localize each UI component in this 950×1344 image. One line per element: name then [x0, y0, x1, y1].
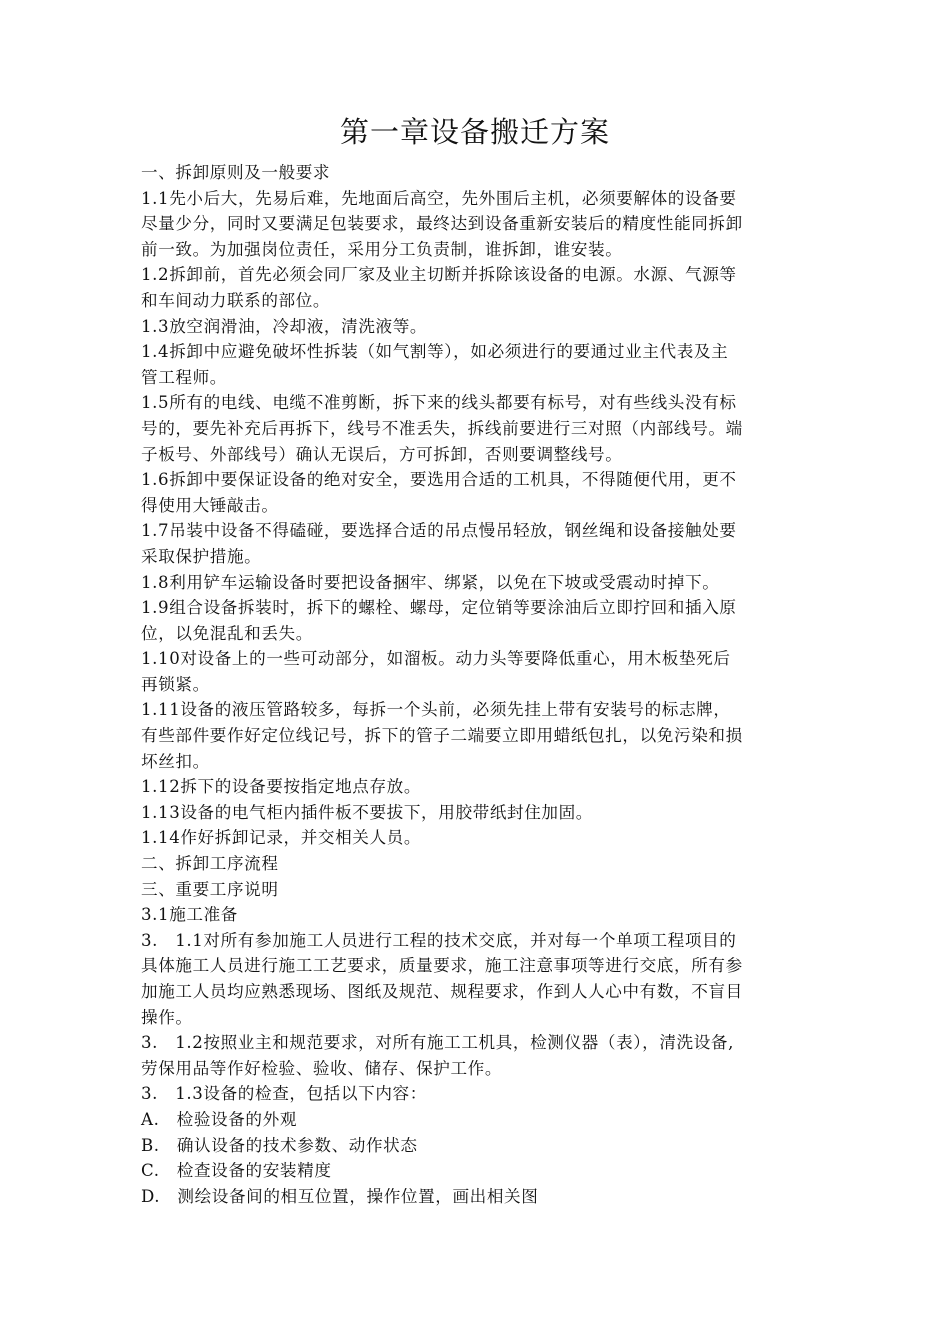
- text-line: 尽量少分，同时又要满足包装要求，最终达到设备重新安装后的精度性能同拆卸: [141, 214, 743, 234]
- text-line: 3. 1.1对所有参加施工人员进行工程的技术交底，并对每一个单项工程项目的: [141, 930, 737, 950]
- text-line: 加施工人员均应熟悉现场、图纸及规范、规程要求，作到人人心中有数，不盲目: [141, 982, 743, 1001]
- text-line: 三、重要工序说明: [141, 879, 279, 899]
- text-line: 1.7吊装中设备不得磕碰，要选择合适的吊点慢吊轻放，钢丝绳和设备接触处要: [141, 521, 737, 541]
- text-line: 1.13设备的电气柜内插件板不要拔下，用胶带纸封住加固。: [141, 802, 593, 822]
- text-line: 1.1先小后大，先易后难，先地面后高空，先外围后主机，必须要解体的设备要: [141, 188, 737, 208]
- text-line: 再锁紧。: [141, 674, 210, 694]
- text-line: 有些部件要作好定位线记号，拆下的管子二端要立即用蜡纸包扎，以免污染和损: [141, 726, 743, 746]
- text-line: 1.12拆下的设备要按指定地点存放。: [141, 777, 422, 797]
- text-line: B. 确认设备的技术参数、动作状态: [141, 1135, 418, 1155]
- text-line: 坏丝扣。: [141, 751, 210, 771]
- text-line: 1.5所有的电线、电缆不准剪断，拆下来的线头都要有标号，对有些线头没有标: [141, 393, 737, 413]
- text-line: 1.2拆卸前，首先必须会同厂家及业主切断并拆除该设备的电源。水源、气源等: [141, 265, 737, 285]
- text-line: 1.4拆卸中应避免破坏性拆装（如气割等），如必须进行的要通过业主代表及主: [141, 342, 729, 362]
- page-title: 第一章设备搬迁方案: [339, 115, 610, 149]
- text-line: 具体施工人员进行施工工艺要求，质量要求，施工注意事项等进行交底，所有参: [141, 956, 743, 976]
- text-line: 1.11设备的液压管路较多，每拆一个头前，必须先挂上带有安装号的标志牌，: [141, 700, 731, 720]
- text-line: C. 检查设备的安装精度: [141, 1161, 332, 1181]
- text-line: 3. 1.3设备的检查，包括以下内容：: [141, 1084, 427, 1104]
- text-line: 位，以免混乱和丢失。: [141, 623, 313, 643]
- text-line: 和车间动力联系的部位。: [141, 290, 331, 310]
- text-line: 1.6拆卸中要保证设备的绝对安全，要选用合适的工机具，不得随便代用，更不: [141, 470, 737, 490]
- text-line: 1.9组合设备拆装时，拆下的螺栓、螺母，定位销等要涂油后立即拧回和插入原: [141, 598, 737, 618]
- document-body: [141, 160, 811, 1209]
- text-line: 号的，要先补充后再拆下，线号不准丢失，拆线前要进行三对照（内部线号。端: [141, 418, 743, 438]
- text-line: 1.3放空润滑油，冷却液，清洗液等。: [141, 316, 428, 336]
- text-line: 采取保护措施。: [141, 546, 262, 566]
- text-line: 劳保用品等作好检验、验收、储存、保护工作。: [141, 1058, 503, 1078]
- text-line: 1.14作好拆卸记录，并交相关人员。: [141, 828, 422, 848]
- text-line: 得使用大锤敲击。: [141, 495, 279, 515]
- text-line: 一、拆卸原则及一般要求: [141, 163, 331, 182]
- text-line: A. 检验设备的外观: [141, 1109, 298, 1129]
- text-line: 3.1施工准备: [141, 905, 238, 925]
- text-line: 3. 1.2按照业主和规范要求，对所有施工工机具，检测仪器（表），清洗设备,: [141, 1033, 734, 1053]
- text-line: 操作。: [141, 1007, 193, 1027]
- text-line: D. 测绘设备间的相互位置，操作位置，画出相关图: [141, 1186, 539, 1206]
- text-line: 前一致。为加强岗位责任，采用分工负责制，谁拆卸，谁安装。: [141, 239, 623, 259]
- text-line: 二、拆卸工序流程: [141, 854, 279, 874]
- text-line: 1.10对设备上的一些可动部分，如溜板。动力头等要降低重心，用木板垫死后: [141, 649, 731, 669]
- text-line: 1.8利用铲车运输设备时要把设备捆牢、绑紧，以免在下坡或受震动时掉下。: [141, 572, 720, 592]
- text-line: 管工程师。: [141, 367, 227, 387]
- text-line: 子板号、外部线号）确认无误后，方可拆卸，否则要调整线号。: [141, 444, 623, 464]
